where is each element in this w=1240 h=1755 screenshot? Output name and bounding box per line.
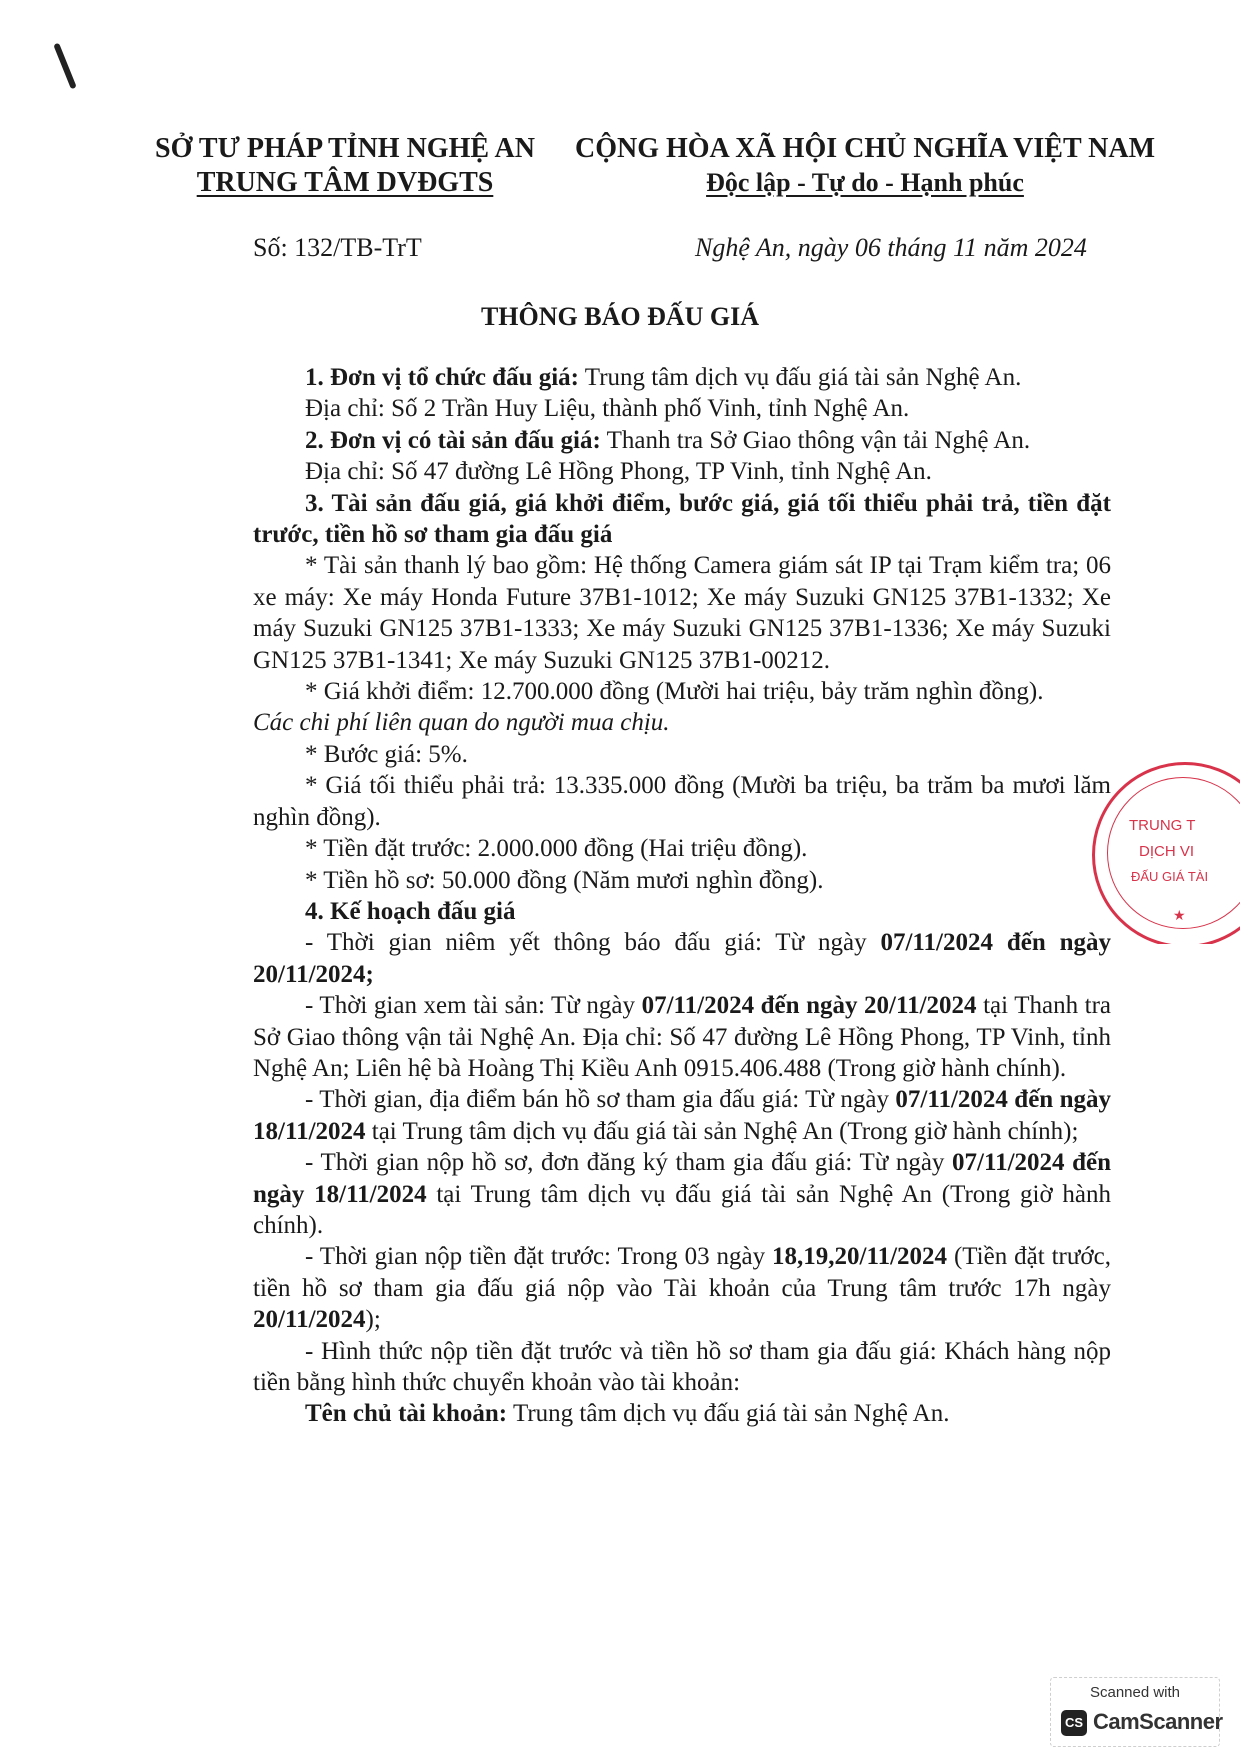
section-4-label: 4. Kế hoạch đấu giá: [305, 897, 516, 925]
account-holder-label: Tên chủ tài khoản:: [305, 1400, 508, 1428]
plan-registration-text: - Thời gian nộp hồ sơ, đơn đăng ký tham gia đấu giá: Từ ngày: [305, 1149, 953, 1177]
plan-file-sale-text: - Thời gian, địa điểm bán hồ sơ tham gia đấu giá: Từ ngày: [305, 1086, 896, 1114]
seal-circle: [1092, 762, 1240, 944]
account-holder: [253, 1398, 1111, 1429]
seal-line-2: DỊCH VI: [1139, 843, 1195, 860]
bid-step: * Bước giá: 5%.: [305, 740, 468, 768]
center-name: TRUNG TÂM DVĐGTS: [196, 167, 494, 198]
plan-file-sale-dates: 07/11/2024 đến ngày 18/11/2024: [253, 1086, 1111, 1145]
plan-deposit-note: (Tiền đặt trước, tiền hồ sơ tham gia đấu giá nộp vào Tài khoản của Trung tâm trước 17h ngày: [253, 1243, 1111, 1302]
seal-star-icon: ★: [1173, 907, 1186, 923]
plan-deposit-text: - Thời gian nộp tiền đặt trước: Trong 03 ngày: [305, 1243, 773, 1271]
seal-line-1: TRUNG T: [1129, 817, 1196, 834]
national-header: [570, 132, 1160, 200]
camscanner-logo-icon: CS: [1061, 1710, 1087, 1736]
deposit-amount: * Tiền đặt trước: 2.000.000 đồng (Hai triệu đồng).: [305, 835, 808, 863]
minimum-price: * Giá tối thiểu phải trả: 13.335.000 đồng (Mười ba triệu, ba trăm ba mươi lăm nghìn đồng).: [253, 772, 1111, 831]
scanner-caption: Scanned with: [1089, 1684, 1181, 1701]
document-body: [253, 362, 1111, 1430]
country-name: CỘNG HÒA XÃ HỘI CHỦ NGHĨA VIỆT NAM: [574, 133, 1156, 164]
plan-viewing-dates: 07/11/2024 đến ngày 20/11/2024: [641, 992, 977, 1020]
section-1: [253, 362, 1111, 393]
plan-posting-text: - Thời gian niêm yết thông báo đấu giá: Từ ngày: [305, 929, 881, 957]
scanner-brand: CamScanner: [1093, 1709, 1223, 1734]
plan-viewing-location: tại Thanh tra Sở Giao thông vận tải Nghệ An. Địa chỉ: Số 47 đường Lê Hồng Phong, TP Vinh, tỉnh Nghệ An; Liên hệ bà Hoàng Thị Kiều Anh 0915.406.488 (Trong giờ hành chính).: [253, 992, 1111, 1082]
plan-deposit-deadline: 20/11/2024: [253, 1306, 366, 1334]
national-motto: Độc lập - Tự do - Hạnh phúc: [706, 168, 1024, 197]
plan-posting-dates: 07/11/2024 đến ngày 20/11/2024;: [253, 929, 1111, 988]
plan-deposit-end: );: [365, 1306, 381, 1334]
seal-line-3: ĐẤU GIÁ TÀI: [1131, 869, 1209, 884]
plan-viewing-text: - Thời gian xem tài sản: Từ ngày: [305, 992, 642, 1020]
document-date: Nghệ An, ngày 06 tháng 11 năm 2024: [695, 233, 1087, 262]
plan-viewing: [253, 990, 1111, 1084]
plan-posting: [253, 927, 1111, 990]
plan-deposit: [253, 1241, 1111, 1335]
document-title: THÔNG BÁO ĐẤU GIÁ: [480, 302, 760, 331]
section-2-address: Địa chỉ: Số 47 đường Lê Hồng Phong, TP Vinh, tỉnh Nghệ An.: [305, 458, 932, 486]
plan-registration-location: tại Trung tâm dịch vụ đấu giá tài sản Nghệ An (Trong giờ hành chính).: [253, 1180, 1111, 1239]
start-price: * Giá khởi điểm: 12.700.000 đồng (Mười hai triệu, bảy trăm nghìn đồng).: [305, 678, 1044, 706]
section-2-label: 2. Đơn vị có tài sản đấu giá:: [305, 426, 601, 454]
camscanner-watermark: [1050, 1677, 1223, 1747]
document-number: Số: 132/TB-TrT: [253, 233, 422, 262]
pen-mark: [53, 43, 77, 90]
costs-note: Các chi phí liên quan do người mua chịu.: [253, 709, 670, 737]
account-holder-value: Trung tâm dịch vụ đấu giá tài sản Nghệ An.: [507, 1400, 950, 1428]
plan-registration-dates: 07/11/2024 đến ngày 18/11/2024: [253, 1149, 1112, 1208]
plan-payment-method: - Hình thức nộp tiền đặt trước và tiền hồ sơ tham gia đấu giá: Khách hàng nộp tiền bằng hình thức chuyển khoản vào tài khoản:: [253, 1337, 1111, 1396]
agency-name: SỞ TƯ PHÁP TỈNH NGHỆ AN: [155, 133, 535, 164]
agency-header: [150, 132, 540, 200]
section-3-label: 3. Tài sản đấu giá, giá khởi điểm, bước giá, giá tối thiểu phải trả, tiền đặt trước, tiền hồ sơ tham gia đấu giá: [253, 489, 1111, 549]
plan-deposit-dates: 18,19,20/11/2024: [772, 1243, 948, 1271]
asset-list: * Tài sản thanh lý bao gồm: Hệ thống Camera giám sát IP tại Trạm kiểm tra; 06 xe máy: Xe máy Honda Future 37B1-1012; Xe máy Suzuki GN125 37B1-1332; Xe máy Suzuki GN125 37B1-1333; Xe máy Suzuki GN125 37B1-1336; Xe máy Suzuki GN125 37B1-1341; Xe máy Suzuki GN125 37B1-00212.: [253, 552, 1111, 674]
section-2: [253, 425, 1111, 456]
official-seal: [1092, 762, 1240, 944]
section-1-label: 1. Đơn vị tổ chức đấu giá:: [305, 364, 579, 391]
section-1-value: Trung tâm dịch vụ đấu giá tài sản Nghệ An.: [579, 364, 1022, 391]
section-1-address: Địa chỉ: Số 2 Trần Huy Liệu, thành phố Vinh, tỉnh Nghệ An.: [305, 395, 910, 423]
section-2-value: Thanh tra Sở Giao thông vận tải Nghệ An.: [600, 426, 1031, 454]
plan-file-sale: [253, 1084, 1111, 1147]
file-fee: * Tiền hồ sơ: 50.000 đồng (Năm mươi nghìn đồng).: [305, 866, 824, 894]
plan-file-sale-location: tại Trung tâm dịch vụ đấu giá tài sản Nghệ An (Trong giờ hành chính);: [365, 1117, 1079, 1145]
plan-registration: [253, 1147, 1111, 1241]
